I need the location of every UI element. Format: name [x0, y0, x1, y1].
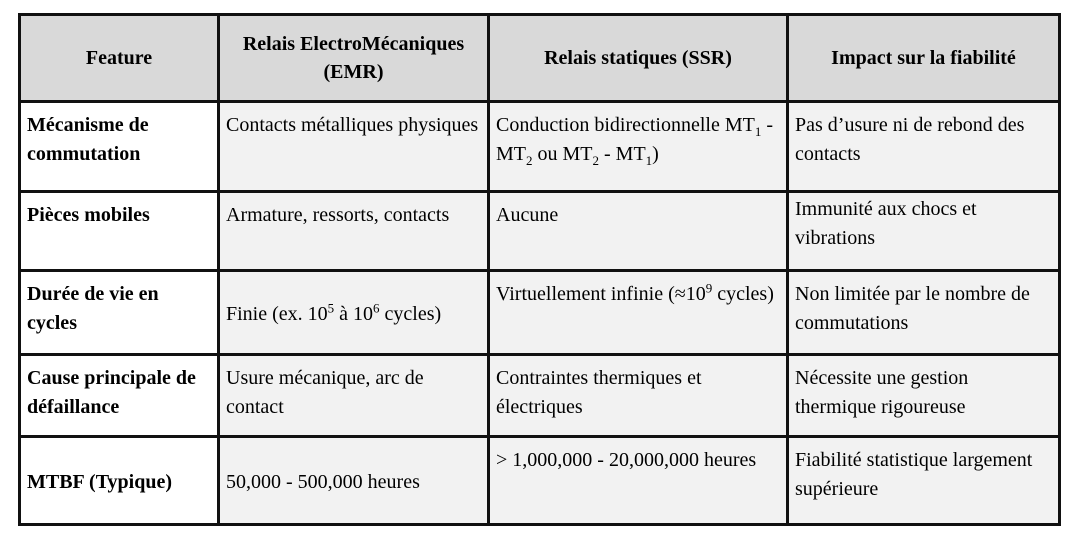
header-ssr: Relais statiques (SSR)	[489, 15, 788, 102]
row-emr: Contacts métalliques physiques	[219, 102, 489, 192]
table-header-row	[20, 15, 1060, 102]
row-feature: Cause principale de défaillance	[20, 355, 219, 437]
row-impact: Fiabilité statistique largement supérieure	[788, 437, 1060, 525]
row-ssr: Virtuellement infinie ($\approx 10^9$ cycles)	[489, 271, 788, 355]
row-ssr: Conduction bidirectionnelle $MT_1 - MT_2$ ou $MT_2 - MT_1$)	[489, 102, 788, 192]
table-row	[20, 271, 1060, 355]
row-ssr: > 1,000,000 - 20,000,000 heures	[489, 437, 788, 525]
row-feature: Pièces mobiles	[20, 192, 219, 271]
row-feature: MTBF (Typique)	[20, 437, 219, 525]
row-feature: Durée de vie en cycles	[20, 271, 219, 355]
table-row	[20, 192, 1060, 271]
header-impact: Impact sur la fiabilité	[788, 15, 1060, 102]
header-emr: Relais ElectroMécaniques (EMR)	[219, 15, 489, 102]
table-row	[20, 102, 1060, 192]
row-emr: Usure mécanique, arc de contact	[219, 355, 489, 437]
row-ssr: Aucune	[489, 192, 788, 271]
row-impact: Nécessite une gestion thermique rigoureuse	[788, 355, 1060, 437]
table-row	[20, 437, 1060, 525]
row-emr: 50,000 - 500,000 heures	[219, 437, 489, 525]
row-feature: Mécanisme de commutation	[20, 102, 219, 192]
comparison-table	[18, 13, 1061, 526]
row-ssr: Contraintes thermiques et électriques	[489, 355, 788, 437]
row-impact: Pas d’usure ni de rebond des contacts	[788, 102, 1060, 192]
header-feature: Feature	[20, 15, 219, 102]
row-emr: Finie (ex. $10^5$ à $10^6$ cycles)	[219, 271, 489, 355]
row-impact: Non limitée par le nombre de commutations	[788, 271, 1060, 355]
comparison-table-container	[18, 13, 1058, 525]
row-impact: Immunité aux chocs et vibrations	[788, 192, 1060, 271]
row-emr: Armature, ressorts, contacts	[219, 192, 489, 271]
table-row	[20, 355, 1060, 437]
